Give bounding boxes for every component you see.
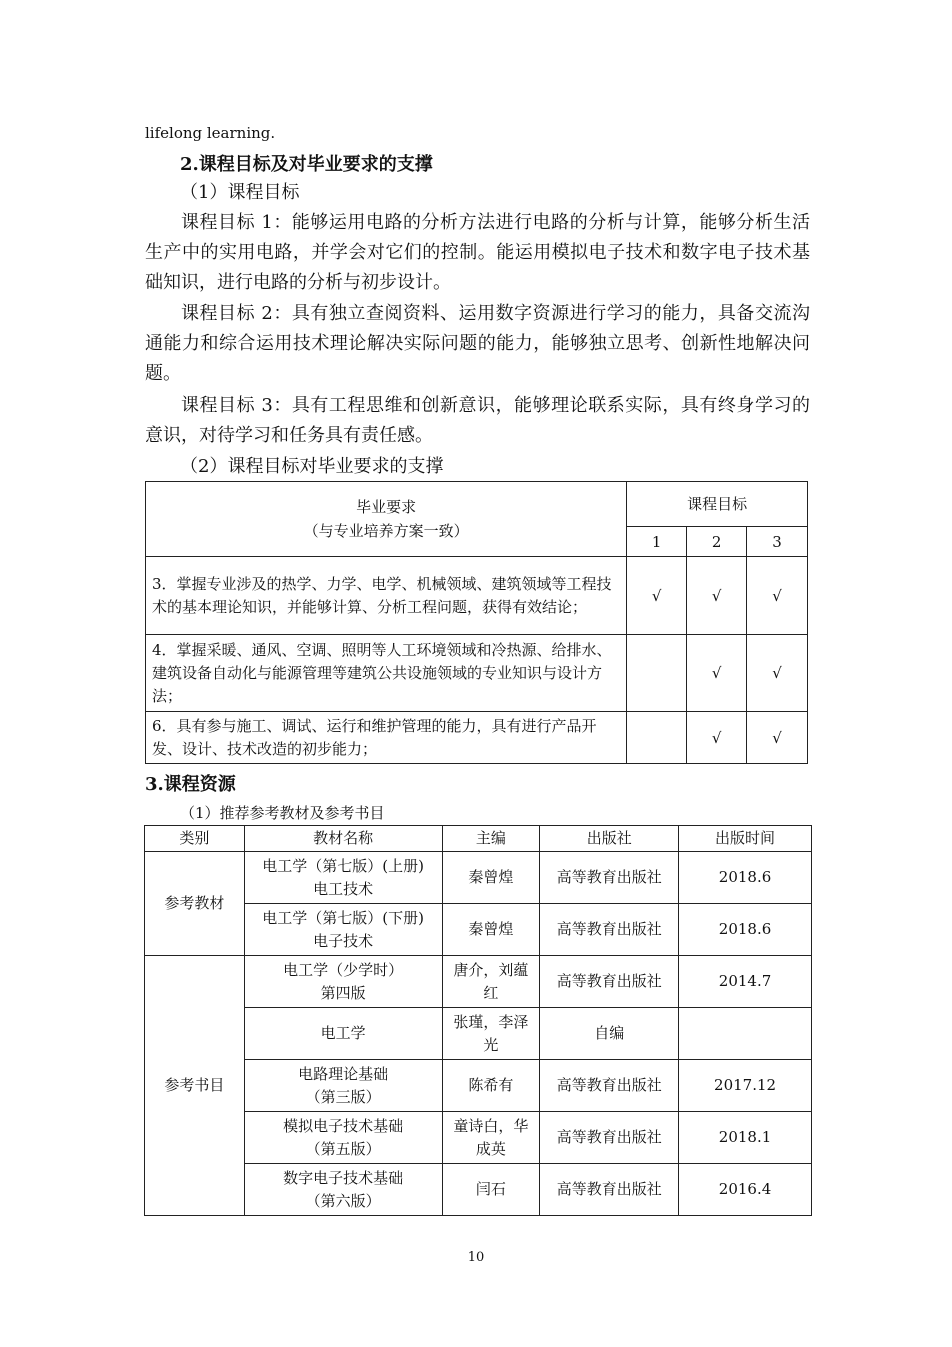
reference-books-table xyxy=(144,825,812,1216)
book-year: 2018.6 xyxy=(679,852,812,904)
section-3-title: 3.课程资源 xyxy=(145,774,236,795)
table-row xyxy=(146,557,808,635)
book-year: 2014.7 xyxy=(679,956,812,1008)
book-name: 电工学（少学时） 第四版 xyxy=(244,956,442,1008)
book-year: 2016.4 xyxy=(679,1164,812,1216)
category-reference-books: 参考书目 xyxy=(145,956,245,1216)
book-publisher: 高等教育出版社 xyxy=(540,852,679,904)
requirement-text: 6．具有参与施工、调试、运行和维护管理的能力，具有进行产品开发、设计、技术改造的初步能力； xyxy=(146,712,627,764)
intro-tail: lifelong learning. xyxy=(145,124,276,142)
book-name: 电工学（第七版）(上册) 电工技术 xyxy=(244,852,442,904)
table-row xyxy=(146,712,808,764)
book-name: 电工学 xyxy=(244,1008,442,1060)
check-mark: √ xyxy=(687,712,747,764)
table-row xyxy=(145,1008,812,1060)
book-publisher: 高等教育出版社 xyxy=(540,1060,679,1112)
header-course-goals: 课程目标 xyxy=(627,482,808,527)
check-mark: √ xyxy=(687,557,747,635)
book-editor: 唐介，刘蕴 红 xyxy=(442,956,540,1008)
table-row xyxy=(145,852,812,904)
check-mark: √ xyxy=(627,557,687,635)
goal-col-2: 2 xyxy=(687,527,747,557)
book-publisher: 高等教育出版社 xyxy=(540,1164,679,1216)
category-textbooks: 参考教材 xyxy=(145,852,245,956)
header-publish-date: 出版时间 xyxy=(679,826,812,852)
header-category: 类别 xyxy=(145,826,245,852)
check-mark: √ xyxy=(747,635,808,712)
book-name: 模拟电子技术基础 （第五版） xyxy=(244,1112,442,1164)
section-2-sub2: （2）课程目标对毕业要求的支撑 xyxy=(180,456,444,477)
requirement-text: 3．掌握专业涉及的热学、力学、电学、机械领域、建筑领域等工程技术的基本理论知识，并能够计算、分析工程问题，获得有效结论； xyxy=(146,557,627,635)
goal-3-paragraph: 课程目标 3：具有工程思维和创新意识，能够理论联系实际，具有终身学习的意识，对待学习和任务具有责任感。 xyxy=(145,395,810,446)
book-publisher: 高等教育出版社 xyxy=(540,904,679,956)
requirement-text: 4．掌握采暖、通风、空调、照明等人工环境领域和冷热源、给排水、建筑设备自动化与能源管理等建筑公共设施领域的专业知识与设计方法； xyxy=(146,635,627,712)
book-publisher: 自编 xyxy=(540,1008,679,1060)
section-2-title: 2.课程目标及对毕业要求的支撑 xyxy=(180,154,433,175)
book-year xyxy=(679,1008,812,1060)
book-name: 数字电子技术基础 （第六版） xyxy=(244,1164,442,1216)
header-editor: 主编 xyxy=(442,826,540,852)
header-requirement: 毕业要求 （与专业培养方案一致） xyxy=(146,482,627,557)
table-row xyxy=(145,1164,812,1216)
check-mark xyxy=(627,635,687,712)
book-year: 2017.12 xyxy=(679,1060,812,1112)
section-3-sub1: （1）推荐参考教材及参考书目 xyxy=(180,804,385,822)
book-publisher: 高等教育出版社 xyxy=(540,956,679,1008)
header-publisher: 出版社 xyxy=(540,826,679,852)
book-publisher: 高等教育出版社 xyxy=(540,1112,679,1164)
book-editor: 秦曾煌 xyxy=(442,852,540,904)
check-mark: √ xyxy=(747,557,808,635)
section-2-sub1: （1）课程目标 xyxy=(180,182,300,203)
book-editor: 陈希有 xyxy=(442,1060,540,1112)
table-row xyxy=(145,956,812,1008)
book-name: 电路理论基础 （第三版） xyxy=(244,1060,442,1112)
table-row xyxy=(146,635,808,712)
check-mark xyxy=(627,712,687,764)
table-row xyxy=(145,904,812,956)
goal-support-table xyxy=(145,481,808,764)
book-editor: 张瑾，李泽 光 xyxy=(442,1008,540,1060)
book-editor: 秦曾煌 xyxy=(442,904,540,956)
goal-2-paragraph: 课程目标 2：具有独立查阅资料、运用数字资源进行学习的能力，具备交流沟通能力和综合运用技术理论解决实际问题的能力，能够独立思考、创新性地解决问题。 xyxy=(145,303,810,384)
table-row xyxy=(145,1060,812,1112)
page-number: 10 xyxy=(467,1250,485,1265)
book-name: 电工学（第七版）(下册) 电子技术 xyxy=(244,904,442,956)
header-book-name: 教材名称 xyxy=(244,826,442,852)
book-editor: 闫石 xyxy=(442,1164,540,1216)
book-year: 2018.1 xyxy=(679,1112,812,1164)
check-mark: √ xyxy=(747,712,808,764)
goal-1-paragraph: 课程目标 1：能够运用电路的分析方法进行电路的分析与计算，能够分析生活生产中的实用电路，并学会对它们的控制。能运用模拟电子技术和数字电子技术基础知识，进行电路的分析与初步设计。 xyxy=(145,212,810,293)
table-row xyxy=(145,1112,812,1164)
goal-col-3: 3 xyxy=(747,527,808,557)
check-mark: √ xyxy=(687,635,747,712)
goal-col-1: 1 xyxy=(627,527,687,557)
book-year: 2018.6 xyxy=(679,904,812,956)
book-editor: 童诗白，华 成英 xyxy=(442,1112,540,1164)
